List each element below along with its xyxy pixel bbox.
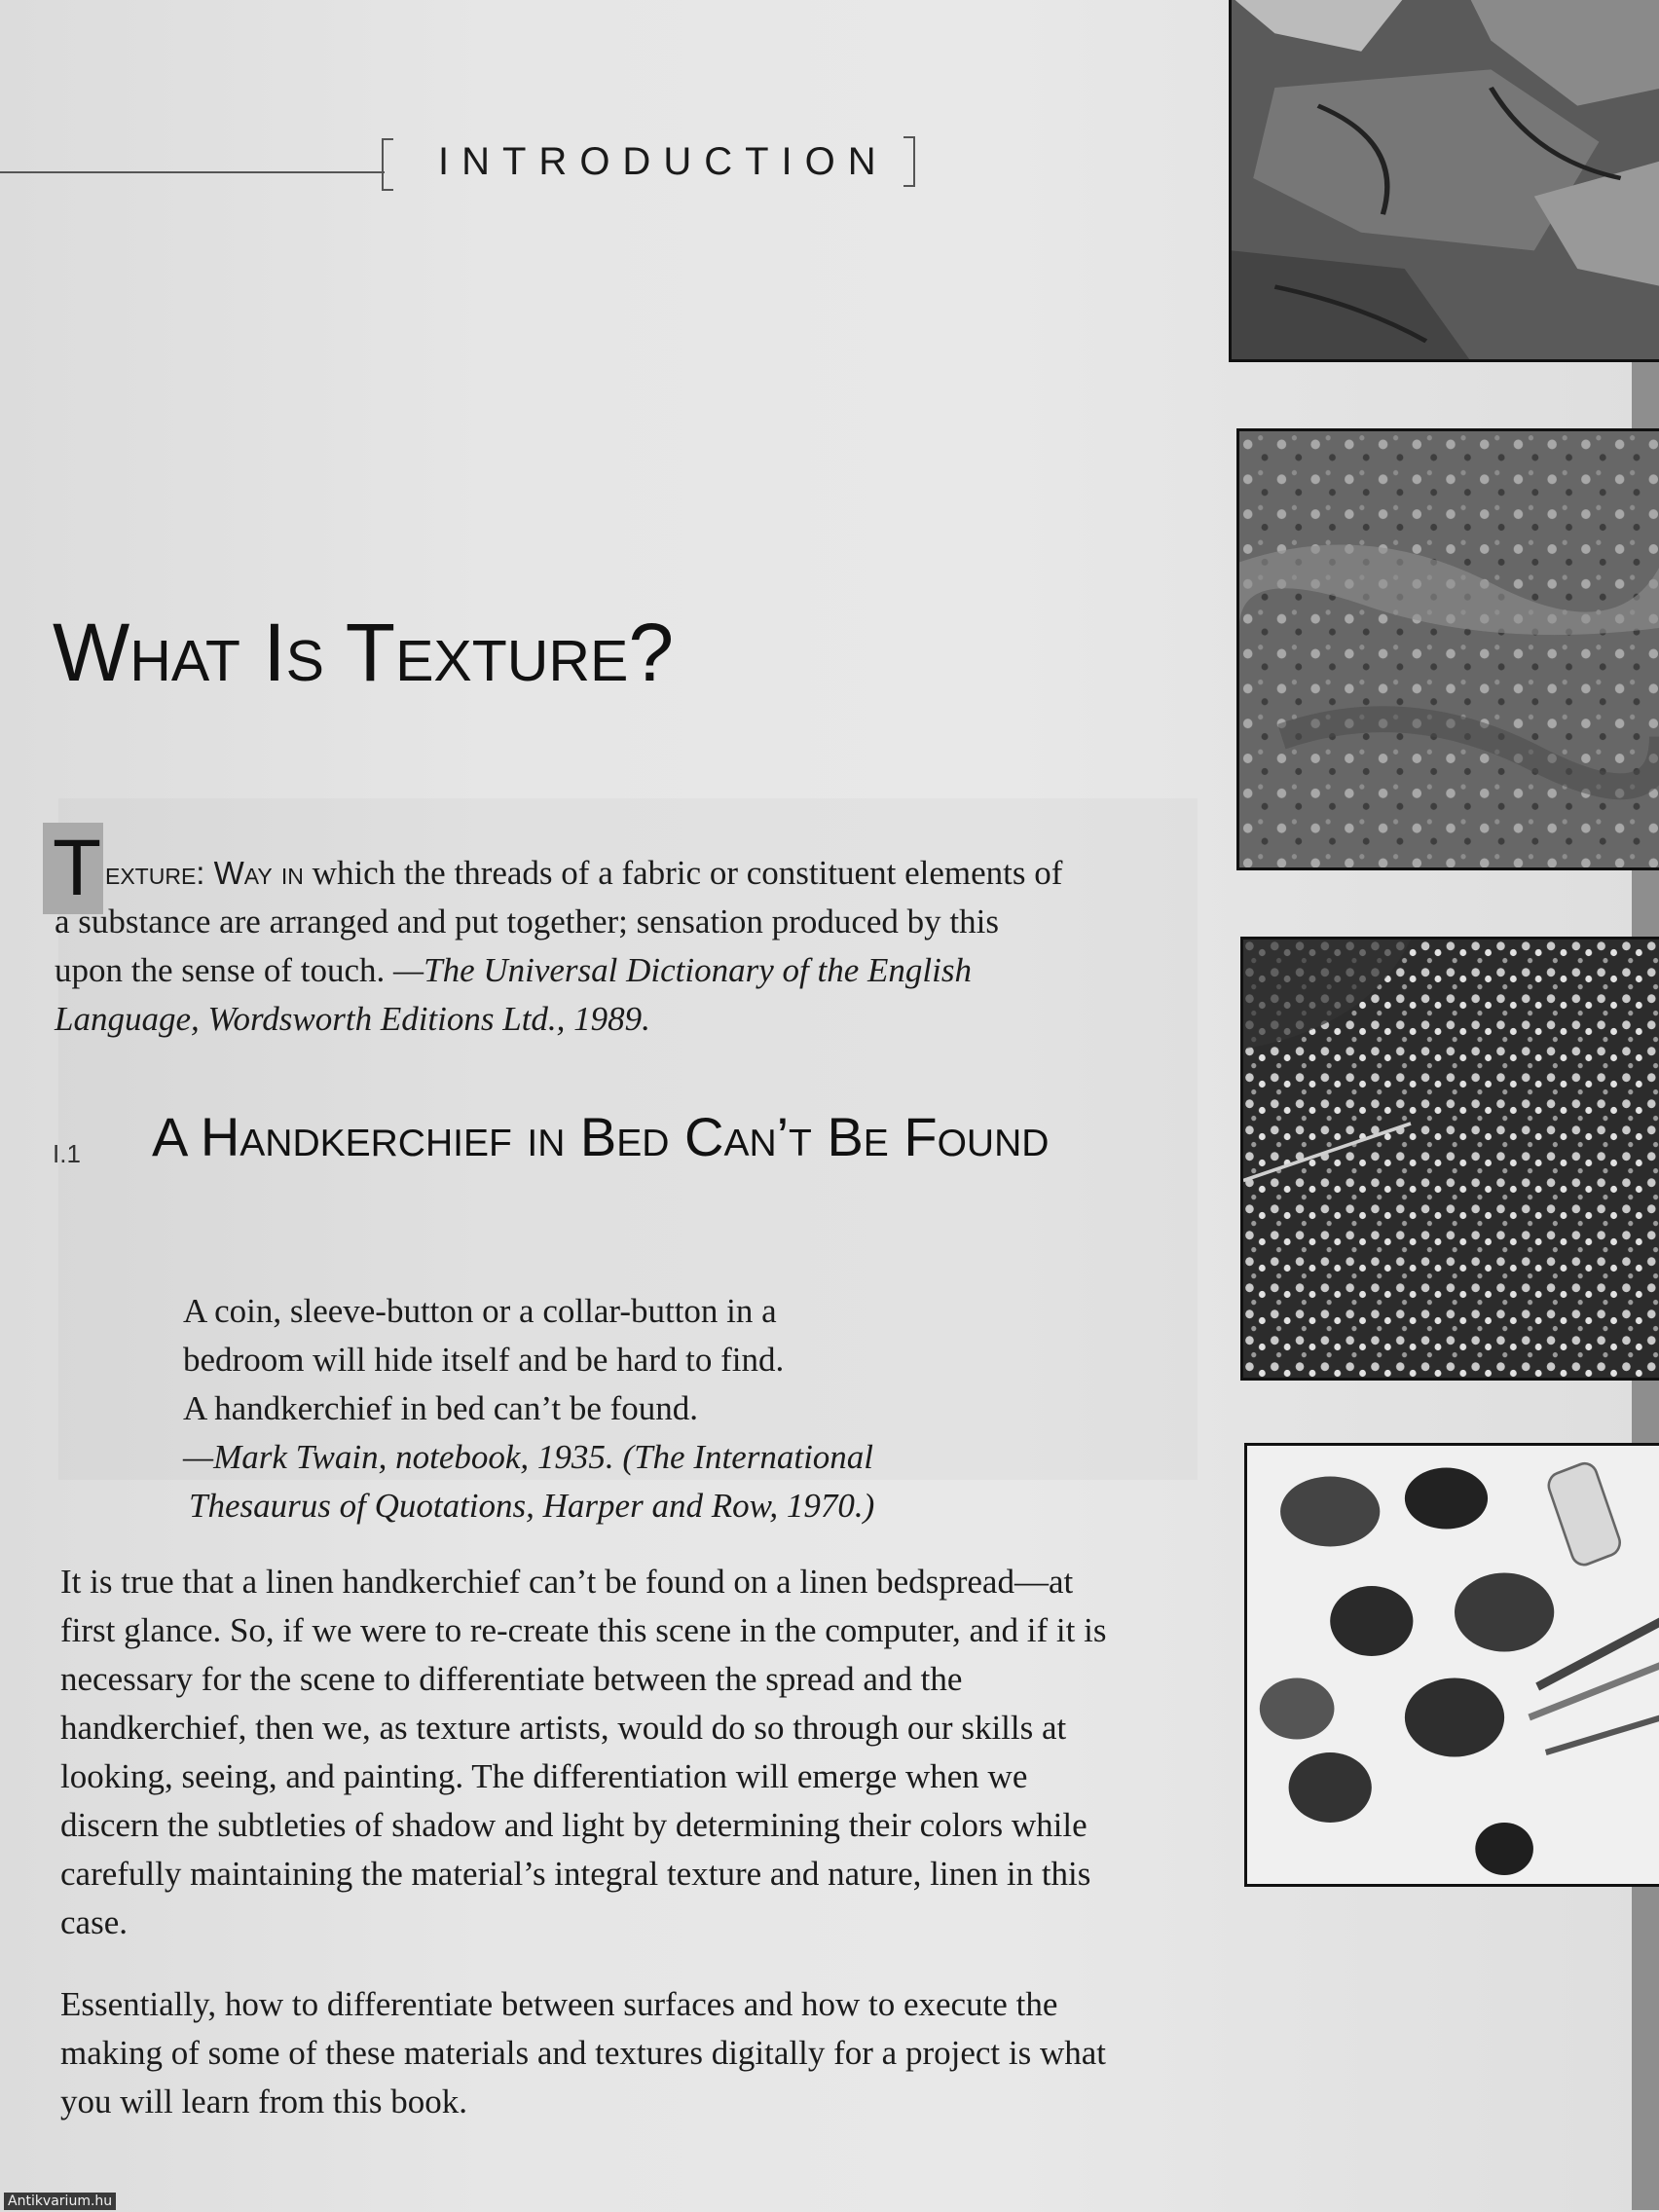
watermark: Antikvarium.hu: [4, 2193, 116, 2210]
photo-paint-palette: [1244, 1443, 1659, 1887]
dropcap-letter: T: [53, 824, 102, 912]
header-bracket-left: [382, 138, 393, 191]
definition-paragraph: [55, 849, 1067, 1044]
page-title: What Is Texture?: [53, 607, 675, 698]
epigraph-source: Thesaurus of Quotations, Harper and Row, 1970.): [189, 1487, 875, 1525]
epigraph-line: A coin, sleeve-button or a collar-button in a: [183, 1292, 777, 1330]
definition-lead: exture: Way in: [105, 855, 304, 891]
section-title: A Handkerchief in Bed Can’t Be Found: [152, 1106, 1050, 1167]
photo-peeling-paint: [1229, 0, 1659, 362]
body-text: [60, 1558, 1122, 2159]
epigraph-source: —Mark Twain, notebook, 1935. (The International: [183, 1438, 874, 1476]
header-rule: [0, 171, 385, 173]
epigraph-line: A handkerchief in bed can’t be found.: [183, 1389, 699, 1427]
running-header: INTRODUCTION: [438, 140, 889, 183]
body-paragraph: It is true that a linen handkerchief can’t be found on a linen bedspread—at first glance. So, if we were to re-create this scene in the computer, and if it is necessary for the scene to differentiate between the spread and the handkerchief, then we, as texture artists, would do so through our skills at looking, seeing, and painting. The differentiation will emerge when we discern the subtleties of shadow and light by determining their colors while carefully maintaining the material’s integral texture and nature, linen in this case.: [60, 1563, 1107, 1941]
definition-text: which the threads of a fabric or constituent elements of a substance are arranged and put together; sensation produced by this upon the sense of touch.: [55, 854, 1063, 989]
epigraph-line: bedroom will hide itself and be hard to find.: [183, 1341, 785, 1379]
header-bracket-right: [903, 136, 915, 187]
definition-source: —The Universal Dictionary of the English Language, Wordsworth Editions Ltd., 1989.: [55, 951, 972, 1038]
epigraph: [183, 1287, 962, 1530]
body-paragraph: Essentially, how to differentiate between surfaces and how to execute the making of some of these materials and textures digitally for a project is what you will learn from this book.: [60, 1985, 1106, 2120]
section-number: I.1: [53, 1139, 81, 1168]
photo-gravel: [1240, 937, 1659, 1381]
photo-mottled-stone: [1236, 428, 1659, 870]
